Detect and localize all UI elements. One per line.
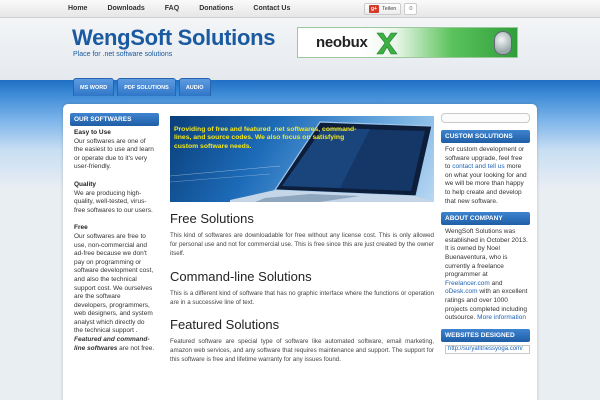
banner-x-icon bbox=[374, 31, 400, 56]
featured-solutions-text: Featured software are special type of software like automated software, email marketing, amazon web services, and any software that requires maintenance and support. The support for this software is free and lifetime warranty for any issues found. bbox=[170, 338, 434, 364]
about-text-1: WengSoft Solutions was established in October 2013. It is owned by Noel Buenaventura, who is currently a freelance programmer at bbox=[445, 228, 528, 279]
top-bar bbox=[0, 0, 600, 18]
nav-home[interactable]: Home bbox=[68, 5, 88, 12]
nav-contact-us[interactable]: Contact Us bbox=[253, 5, 291, 12]
free-title: Free bbox=[74, 224, 88, 232]
custom-solutions-text-a: For custom development or software upgrade, feel free to bbox=[445, 146, 525, 171]
about-text-2: and bbox=[489, 279, 503, 287]
about-company-block bbox=[441, 212, 530, 323]
featured-solutions-heading: Featured Solutions bbox=[170, 317, 280, 333]
contact-us-link[interactable]: contact and tell us bbox=[452, 163, 505, 171]
quality-title: Quality bbox=[74, 180, 97, 188]
gplus-share-count: 0 bbox=[404, 3, 417, 15]
left-sidebar bbox=[70, 113, 159, 353]
category-tabs bbox=[73, 78, 211, 96]
odesk-link[interactable]: oDesk.com bbox=[445, 288, 478, 296]
website-url-link[interactable]: http://suryafitnessyoga.com/ bbox=[445, 345, 530, 354]
neobux-banner-ad[interactable] bbox=[297, 27, 518, 58]
gplus-share bbox=[364, 2, 417, 15]
banner-logo-text: neobux bbox=[316, 34, 368, 51]
gplus-share-button[interactable] bbox=[364, 3, 401, 15]
tab-pdf-solutions[interactable]: PDF SOLUTIONS bbox=[117, 78, 176, 96]
about-company-heading: ABOUT COMPANY bbox=[441, 212, 530, 225]
our-softwares-body bbox=[70, 126, 159, 353]
custom-solutions-block bbox=[441, 130, 530, 206]
websites-designed-block bbox=[441, 329, 530, 354]
featured-not-free-bold: Featured and command-line softwares bbox=[74, 336, 150, 352]
site-tagline: Place for .net software solutions bbox=[73, 51, 173, 58]
gplus-icon: g+ bbox=[371, 5, 377, 12]
top-nav bbox=[58, 0, 300, 18]
main-content bbox=[170, 116, 434, 365]
easy-to-use-text: Our softwares are one of the easiest to use and learn or operate due to it's very user-friendly. bbox=[74, 137, 154, 171]
site-header bbox=[0, 18, 600, 80]
command-line-solutions-text: This is a different kind of software that has no graphic interface where the functions or operation are in a successive line of text. bbox=[170, 289, 434, 306]
right-sidebar bbox=[441, 113, 530, 360]
nav-donations[interactable]: Donations bbox=[199, 5, 234, 12]
site-title[interactable]: WengSoft Solutions bbox=[72, 25, 276, 50]
free-solutions-heading: Free Solutions bbox=[170, 211, 254, 226]
freelancer-link[interactable]: Freelancer.com bbox=[445, 279, 490, 287]
nav-faq[interactable]: FAQ bbox=[164, 5, 180, 12]
tab-ms-word[interactable]: MS WORD bbox=[73, 78, 114, 96]
hero-text: Providing of free and featured .net softwares, command-lines, and source codes. We also focus on satisfying custom software needs. bbox=[174, 126, 357, 150]
command-line-solutions-heading: Command-line Solutions bbox=[170, 268, 312, 284]
free-solutions-text: This kind of softwares are downloadable for free without any license cost. This is only allowed for personal use and not for commercial use. This is free since this are just created by the owner itself. bbox=[170, 232, 434, 258]
websites-designed-heading: WEBSITES DESIGNED bbox=[441, 329, 530, 342]
our-softwares-heading: OUR SOFTWARES bbox=[70, 113, 159, 126]
quality-text: We are producing high-quality, well-tested, virus-free softwares to our users. bbox=[74, 189, 153, 214]
search-input[interactable] bbox=[441, 113, 530, 123]
tab-audio[interactable]: AUDIO bbox=[179, 78, 211, 96]
about-text-3: with an excellent ratings and over 1000 projects completed including outsource. bbox=[445, 288, 528, 322]
custom-solutions-heading: CUSTOM SOLUTIONS bbox=[441, 130, 530, 143]
more-information-link[interactable]: More information bbox=[477, 314, 526, 322]
free-text: Our softwares are free to use, non-commercial and ad-free because we don't pay on programming or software development cost, and also the technical support cost. We ourselves are the software developers, programmers, web designers, and system analyst which directly do the technical support . bbox=[74, 232, 154, 335]
featured-not-free-rest: are not free. bbox=[117, 344, 155, 352]
hero-image bbox=[170, 116, 434, 202]
nav-downloads[interactable]: Downloads bbox=[107, 5, 145, 12]
mouse-icon bbox=[494, 31, 512, 55]
custom-solutions-text-b: more on what your looking for and we will be more than happy to help create and develop that new software. bbox=[445, 163, 527, 205]
gplus-share-label: Teilen bbox=[381, 5, 397, 12]
easy-to-use-title: Easy to Use bbox=[74, 129, 111, 136]
